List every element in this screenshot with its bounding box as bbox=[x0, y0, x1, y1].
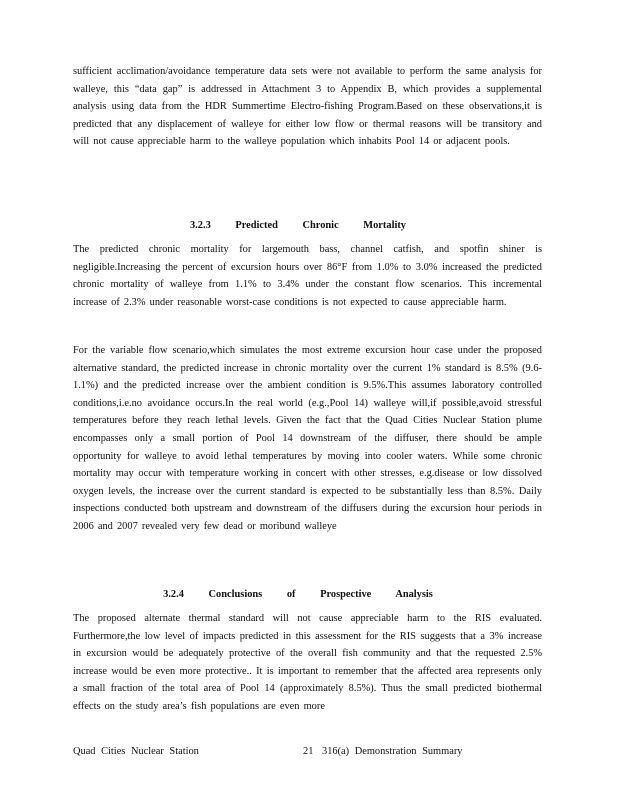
paragraph-variable-flow: For the variable flow scenario,which simulates the most extreme excursion hour case under the proposed alternative standard, the predicted increase in chronic mortality over the current 1% standard is 8.5% (9.6-1.1%) and the predicted increase over the ambient condition is 9.5%.This assumes laboratory controlled conditions,i.e.no avoidance occurs.In the real world (e.g.,Pool 14) walleye will,if possible,avoid stressful temperatures before they reach lethal levels. Given the fact that the Quad Cities Nuclear Station plume encompasses only a small portion of Pool 14 downstream of the diffuser, there should be ample opportunity for walleye to avoid lethal temperatures by moving into cooler waters. While some chronic mortality may occur with temperature working in concert with other stresses, e.g.disease or low dissolved oxygen levels, the increase over the current standard is expected to be substantially less than 8.5%. Daily inspections conducted both upstream and downstream of the diffusers during the excursion hour periods in 2006 and 2007 revealed very few dead or moribund walleye bbox=[73, 345, 542, 532]
section-number: 3.2.3 bbox=[189, 220, 211, 231]
section-title-word: Prospective bbox=[320, 589, 372, 600]
paragraph-conclusions: The proposed alternate thermal standard will not cause appreciable harm to the RIS evaluated. Furthermore,the low level of impacts predicted in this assessment for the RIS suggests that a 3% increase in excursion would be adequately protective of the overall fish community and that the requested 2.5% increase would be even more protective.. It is important to remember that the affected area represents only a small fraction of the total area of Pool 14 (approximately 8.5%). Thus the small predicted biothermal effects on the study area’s fish populations are even more bbox=[73, 613, 542, 712]
section-heading-3-2-4 bbox=[0, 589, 618, 600]
section-number: 3.2.4 bbox=[163, 589, 184, 600]
section-title-word: Conclusions bbox=[208, 589, 263, 600]
section-title-word: Mortality bbox=[363, 220, 406, 231]
paragraph-chronic-mortality: The predicted chronic mortality for largemouth bass, channel catfish, and spotfin shiner is negligible.Increasing the percent of excursion hours over 86°F from 1.0% to 3.0% increased the predicted chronic mortality of walleye from 1.1% to 3.4% under the constant flow scenarios. This incremental increase of 2.3% under reasonable worst-case conditions is not expected to cause appreciable harm. bbox=[73, 244, 542, 308]
footer-station-name: Quad Cities Nuclear Station bbox=[73, 746, 199, 757]
section-heading-3-2-3 bbox=[0, 220, 618, 231]
section-title-word: Predicted bbox=[235, 220, 278, 231]
paragraph-walleye-displacement: sufficient acclimation/avoidance temperature data sets were not available to perform the same analysis for walleye, this “data gap” is addressed in Attachment 3 to Appendix B, which provides a supplemental analysis using data from the HDR Summertime Electro-fishing Program.Based on these observations,it is predicted that any displacement of walleye for either low flow or thermal reasons will be transitory and will not cause appreciable harm to the walleye population which inhabits Pool 14 or adjacent pools. bbox=[73, 66, 542, 148]
section-title-word: Analysis bbox=[395, 589, 433, 600]
section-title-word: of bbox=[286, 589, 296, 600]
section-title-word: Chronic bbox=[302, 220, 339, 231]
footer-document-title: 316(a) Demonstration Summary bbox=[322, 746, 463, 757]
footer-page-number: 21 bbox=[303, 746, 314, 757]
